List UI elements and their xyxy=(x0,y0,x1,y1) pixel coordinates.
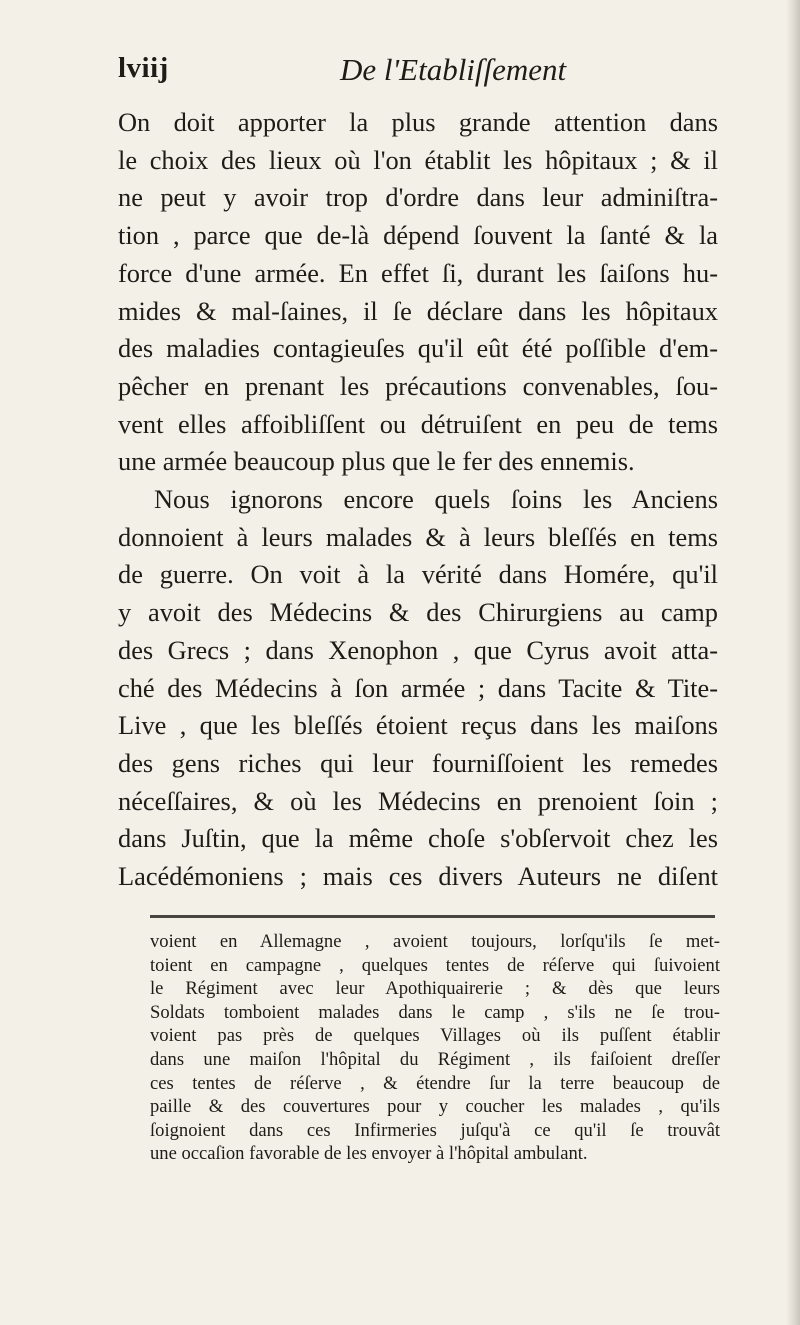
text-line: On doit apporter la plus grande attention dans xyxy=(118,107,718,137)
text-line: une armée beaucoup plus que le fer des ennemis. xyxy=(118,446,635,477)
footnote-block xyxy=(150,930,720,1166)
footnote-rule xyxy=(150,915,715,918)
text-line: mides & mal-ſaines, il ſe déclare dans les hôpitaux xyxy=(118,295,718,326)
footnote-line: voient pas près de quelques Villages où ils puſſent établir xyxy=(150,1025,720,1047)
text-line: des Grecs ; dans Xenophon , que Cyrus avoit atta- xyxy=(118,634,718,665)
text-line: ché des Médecins à ſon armée ; dans Tacite & Tite- xyxy=(118,672,718,703)
page-edge-shadow xyxy=(786,0,800,1325)
footnote-line: ſoignoient dans ces Infirmeries juſqu'à ce qu'il ſe trouvât xyxy=(150,1119,720,1141)
text-line: le choix des lieux où l'on établit les hôpitaux ; & il xyxy=(118,144,718,175)
text-line: dans Juſtin, que la même choſe s'obſervoit chez les xyxy=(118,823,718,854)
footnote-line: voient en Allemagne , avoient toujours, lorſqu'ils ſe met- xyxy=(150,931,720,952)
text-line: ne peut y avoir trop d'ordre dans leur adminiſtra- xyxy=(118,182,718,213)
text-line: vent elles affoibliſſent ou détruiſent en peu de tems xyxy=(118,408,718,439)
text-line: force d'une armée. En effet ſi, durant les ſaiſons hu- xyxy=(118,257,718,288)
footnote-line: toient en campagne , quelques tentes de réſerve qui ſuivoient xyxy=(150,954,720,976)
running-head xyxy=(118,52,718,92)
text-line: pêcher en prenant les précautions convenables, ſou- xyxy=(118,370,718,401)
text-line: Live , que les bleſſés étoient reçus dans les maiſons xyxy=(118,710,718,741)
main-text-block xyxy=(118,104,718,896)
text-line: de guerre. On voit à la vérité dans Homére, qu'il xyxy=(118,559,718,590)
footnote-line: le Régiment avec leur Apothiquairerie ; & dès que leurs xyxy=(150,978,720,1000)
footnote-line: Soldats tomboient malades dans le camp , s'ils ne ſe trou- xyxy=(150,1001,720,1023)
footnote-line: paille & des couvertures pour y coucher les malades , qu'ils xyxy=(150,1096,720,1118)
text-line: Nous ignorons encore quels ſoins les Anciens xyxy=(154,484,718,515)
footnote-line: dans une maiſon l'hôpital du Régiment , ils faiſoient dreſſer xyxy=(150,1048,720,1070)
text-line: y avoit des Médecins & des Chirurgiens au camp xyxy=(118,597,718,628)
page-number: lviij xyxy=(118,52,169,84)
footnote-line: une occaſion favorable de les envoyer à l'hôpital ambulant. xyxy=(150,1143,588,1165)
text-line: donnoient à leurs malades & à leurs bleſſés en tems xyxy=(118,521,718,552)
footnote-line: ces tentes de réſerve , & étendre ſur la terre beaucoup de xyxy=(150,1072,720,1094)
text-line: Lacédémoniens ; mais ces divers Auteurs ne diſent xyxy=(118,861,718,892)
text-line: tion , parce que de-là dépend ſouvent la ſanté & la xyxy=(118,220,718,251)
text-line: des gens riches qui leur fourniſſoient les remedes xyxy=(118,747,718,778)
running-title: De l'Etabliſſement xyxy=(340,52,567,87)
text-line: des maladies contagieuſes qu'il eût été poſſible d'em- xyxy=(118,333,718,364)
text-line: néceſſaires, & où les Médecins en prenoient ſoin ; xyxy=(118,785,718,816)
